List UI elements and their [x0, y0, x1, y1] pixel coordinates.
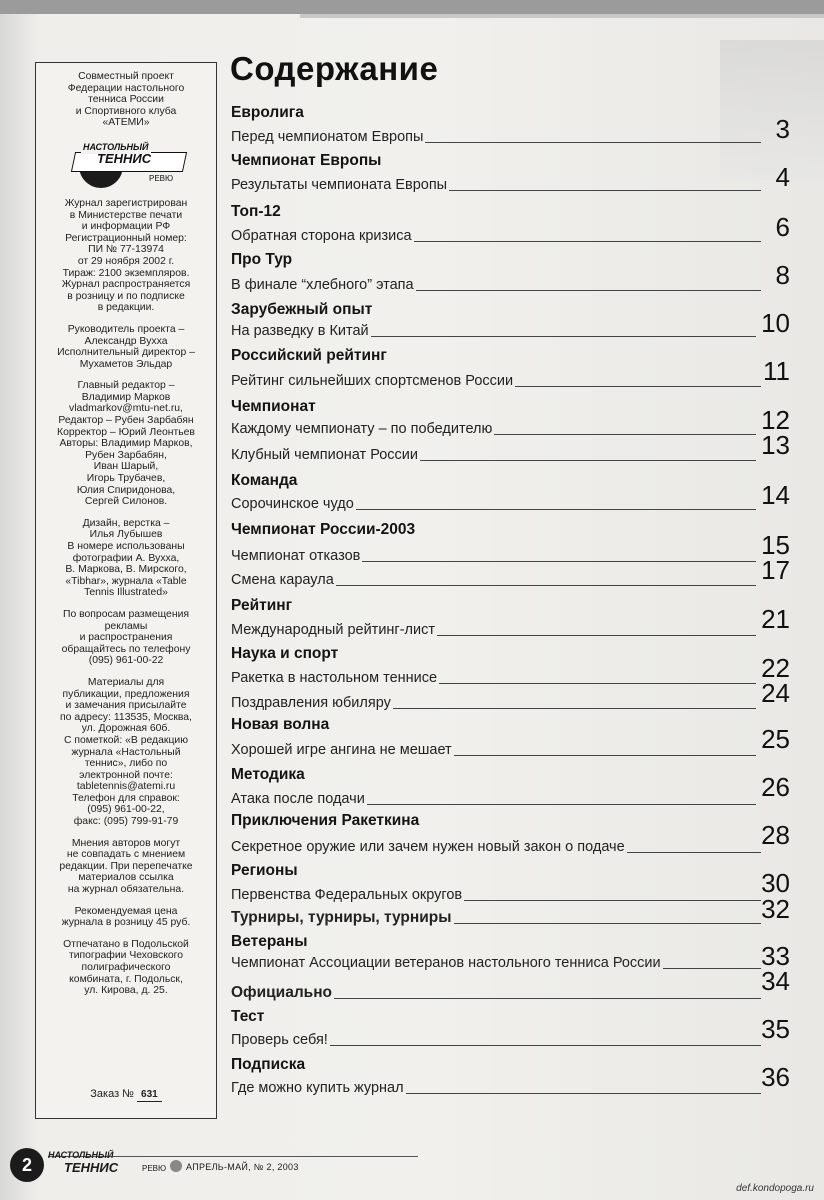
page-number: 30	[761, 868, 790, 898]
toc-entry[interactable]: Результаты чемпионата Европы	[231, 172, 761, 194]
toc-entry[interactable]: Чемпионат Ассоциации ветеранов настольного тенниса России	[231, 950, 761, 972]
section-title: Регионы	[231, 862, 298, 879]
section-title: Чемпионат Европы	[231, 152, 382, 169]
toc-entry[interactable]: В финале “хлебного” этапа	[231, 272, 761, 294]
imprint-design: Дизайн, верстка – Илья Лубышев В номере использованы фотографии А. Вуxха, В. Маркова, В. Мирского, «Tibhar», журнала «Table Tennis Illustrated»	[65, 517, 187, 599]
toc-entry[interactable]: Турниры, турниры, турниры	[231, 905, 761, 927]
page-number: 35	[761, 1014, 790, 1044]
toc-entry[interactable]: Поздравления юбиляру	[231, 690, 756, 712]
page-number: 26	[761, 772, 790, 802]
page-number: 32	[761, 894, 790, 924]
page-number: 34	[761, 966, 790, 996]
section-title: Чемпионат	[231, 398, 316, 415]
section-title: Топ-12	[231, 203, 281, 220]
toc-entry[interactable]: Секретное оружие или зачем нужен новый закон о подаче	[231, 834, 761, 856]
toc-entry[interactable]: Атака после подачи	[231, 786, 756, 808]
toc-entry[interactable]: Первенства Федеральных округов	[231, 882, 761, 904]
page-number: 15	[761, 530, 790, 560]
top-band	[0, 0, 824, 14]
toc-entry[interactable]: Международный рейтинг-лист	[231, 617, 756, 639]
page-number: 4	[775, 162, 790, 192]
section-title: Рейтинг	[231, 597, 293, 614]
page-number: 14	[761, 480, 790, 510]
page-number: 25	[761, 724, 790, 754]
toc-entry[interactable]: Смена караула	[231, 567, 756, 589]
section-title: Новая волна	[231, 716, 330, 733]
page-number: 6	[775, 212, 790, 242]
toc-entry[interactable]: Сорочинское чудо	[231, 491, 756, 513]
order-label: Заказ №	[90, 1088, 134, 1101]
toc-entry[interactable]: Хорошей игре ангина не мешает	[231, 737, 756, 759]
imprint-editors: Главный редактор – Владимир Марков vladmarkov@mtu-net.ru, Редактор – Рубен Зарбабян Корректор – Юрий Леонтьев Авторы: Владимир Марков, Рубен Зарбабян, Иван Шарый, Игорь Трубачев, Юлия Спиридонова, Сергей Силонов.	[57, 380, 195, 508]
footer-issue: АПРЕЛЬ-МАЙ, № 2, 2003	[186, 1162, 299, 1172]
logo-line3: РЕВЮ	[149, 173, 174, 183]
imprint-price: Рекомендуемая цена журнала в розницу 45 руб.	[61, 905, 191, 929]
section-title: Чемпионат России-2003	[231, 521, 416, 538]
bleed-through-shadow	[720, 40, 824, 180]
section-title: Евролига	[231, 104, 304, 121]
toc-entry[interactable]: Проверь себя!	[231, 1027, 761, 1049]
toc-entry[interactable]: Где можно купить журнал	[231, 1075, 761, 1097]
toc-entry[interactable]: Клубный чемпионат России	[231, 442, 756, 464]
section-title: Ветераны	[231, 933, 308, 950]
page-number: 21	[761, 604, 790, 634]
page-title: Содержание	[230, 50, 439, 87]
logo-line2: ТЕННИС	[97, 150, 152, 166]
imprint-ads: По вопросам размещения рекламы и распространения обращайтесь по телефону (095) 961-00-22	[61, 608, 191, 667]
toc-entry[interactable]: Ракетка в настольном теннисе	[231, 665, 756, 687]
page-number: 3	[775, 114, 790, 144]
page-number: 8	[775, 260, 790, 290]
page-number: 36	[761, 1062, 790, 1092]
folio-badge: 2	[10, 1148, 44, 1182]
section-title: Наука и спорт	[231, 645, 339, 662]
page-number: 22	[761, 653, 790, 683]
section-title: Российский рейтинг	[231, 347, 387, 364]
ball-icon	[170, 1160, 182, 1172]
section-title: Подписка	[231, 1056, 306, 1073]
imprint-box	[35, 62, 217, 1119]
section-title: Тест	[231, 1008, 265, 1025]
footer-logo-line2: ТЕННИС	[64, 1160, 119, 1175]
imprint-registration: Журнал зарегистрирован в Министерстве печати и информации РФ Регистрационный номер: ПИ № 77-13974 от 29 ноября 2002 г. Тираж: 2100 экземпляров. Журнал распространяется в розницу и по подписке в редакции.	[61, 197, 191, 314]
watermark: def.kondopoga.ru	[736, 1183, 814, 1194]
imprint-printed: Отпечатано в Подольской типографии Чеховского полиграфического комбината, г. Подольск, ул. Кирова, д. 25.	[63, 938, 189, 997]
toc-entry[interactable]: Обратная сторона кризиса	[231, 223, 761, 245]
toc-entry[interactable]: Рейтинг сильнейших спортсменов России	[231, 368, 761, 390]
page-number: 12	[761, 405, 790, 435]
page-number: 10	[761, 308, 790, 338]
page-number: 24	[761, 678, 790, 708]
section-title: Методика	[231, 766, 305, 783]
page-number: 33	[761, 941, 790, 971]
section-title: Зарубежный опыт	[231, 301, 373, 318]
section-title: Команда	[231, 472, 298, 489]
imprint-intro: Совместный проект Федерации настольного тенниса России и Спортивного клуба «АТЕМИ»	[67, 71, 185, 129]
magazine-logo	[67, 136, 185, 190]
imprint-materials: Материалы для публикации, предложения и замечания присылайте по адресу: 113535, Москва, ул. Дорожная 60б. С пометкой: «В редакцию журнала «Настольный теннис», либо по электронной почте: tabletennis@atemi.ru Телефон для справок: (095) 961-00-22, факс: (095) 799-91-79	[60, 676, 192, 828]
section-title: Про Тур	[231, 251, 293, 268]
footer-logo-line1: НАСТОЛЬНЫЙ	[48, 1150, 114, 1160]
toc-entry[interactable]: Перед чемпионатом Европы	[231, 124, 761, 146]
imprint-opinions: Мнения авторов могут не совпадать с мнением редакции. При перепечатке материалов ссылка на журнал обязательна.	[59, 837, 193, 896]
toc-entry[interactable]: Чемпионат отказов	[231, 543, 756, 565]
page-number: 13	[761, 430, 790, 460]
page-number: 11	[763, 356, 790, 386]
toc-entry[interactable]: На разведку в Китай	[231, 318, 756, 340]
order-number: 631	[137, 1089, 162, 1102]
logo-line1: НАСТОЛЬНЫЙ	[83, 141, 149, 152]
toc-entry[interactable]: Каждому чемпионату – по победителю	[231, 416, 756, 438]
page-number: 28	[761, 820, 790, 850]
footer-logo-line3: РЕВЮ	[142, 1164, 167, 1173]
imprint-management: Руководитель проекта – Александр Вуxха Исполнительный директор – Мухаметов Эльдар	[57, 323, 195, 370]
section-title: Приключения Ракеткина	[231, 812, 420, 829]
toc-entry[interactable]: Официально	[231, 980, 761, 1002]
order-number-line	[36, 1089, 216, 1102]
page-number: 17	[761, 555, 790, 585]
